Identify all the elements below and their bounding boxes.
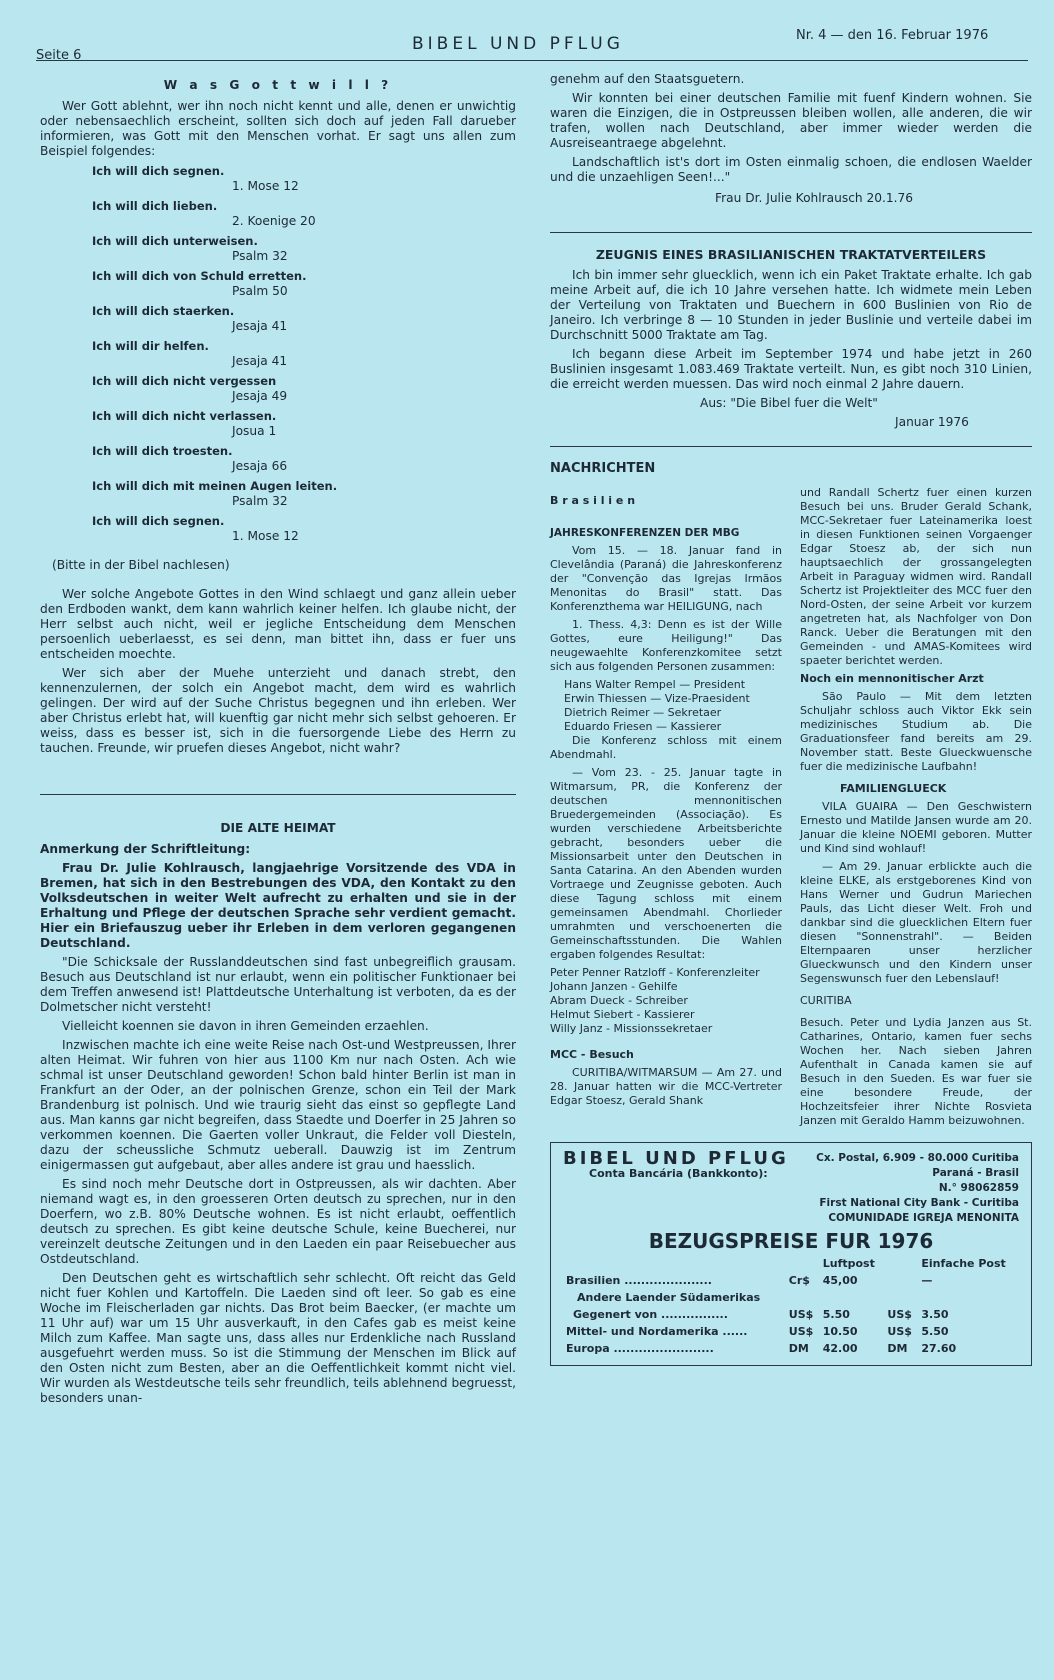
source-date: Januar 1976 bbox=[895, 415, 969, 429]
price: 3.50 bbox=[921, 1308, 949, 1321]
paragraph: Ich bin immer sehr gluecklich, wenn ich ein Paket Traktate erhalte. Ich gab meine Arbeit auf, die ich 10 Jahre versehen hatte. Ich widmete mein Leben der Verteilung von Traktaten und Buechern in 600 Buslinien von Rio de Janeiro. Ich verbringe 8 — 10 Stunden in jeder Buslinie und verteile dabei im Durchschnitt 5000 Traktate am Tag. bbox=[550, 268, 1032, 342]
left-column bbox=[40, 72, 516, 1410]
brasilien-heading: B r a s i l i e n bbox=[550, 494, 636, 507]
row-label: Andere Laender Südamerikas bbox=[577, 1291, 761, 1304]
subscription-box bbox=[550, 1142, 1032, 1366]
reference: Psalm 32 bbox=[232, 249, 288, 263]
newspaper-title: BIBEL UND PFLUG bbox=[412, 34, 624, 54]
paragraph: VILA GUAIRA — Den Geschwistern Ernesto und Matilde Jansen wurde am 20. Januar die kleine NOEMI geboren. Mutter und Kind sind wohlauf! bbox=[800, 800, 1032, 855]
blessing: Ich will dir helfen. bbox=[92, 339, 209, 353]
paragraph: Wer sich aber der Muehe unterzieht und danach strebt, den kennenzulernen, der solch ein Angebot macht, dem wird es wahrlich gelingen. Der wird auf der Suche Christus begegnen und ihn erleben. Wer aber Christus erlebt hat, will kuenftig gar nicht mehr sich selbst gehoeren. Er weiss, dass es besser ist, sich in die fuersorgende Liebe des Herrn zu tauchen. Freunde, wir pruefen dieses Angebot, nicht wahr? bbox=[40, 666, 516, 755]
paragraph: — Vom 23. - 25. Januar tagte in Witmarsum, PR, die Konferenz der deutschen mennonitischen Bruedergemeinden (Associação). Es wurden verschiedene Arbeitsberichte gebracht, besonders ueber die Missionsarbeit unter den Deutschen in Santa Catarina. An den Abenden wurden Vortraege und Zeugnisse geboten. Auch diese Tagung schloss mit einem gemeinsamen Abendmahl. Chorlieder umrahmten und verschoenerten die Gemeinschaftsstunden. Die Wahlen ergaben folgendes Resultat: bbox=[550, 766, 782, 961]
divider bbox=[550, 446, 1032, 447]
paragraph: Vielleicht koennen sie davon in ihren Gemeinden erzaehlen. bbox=[62, 1019, 429, 1033]
price-table bbox=[563, 1255, 1019, 1357]
curitiba-title: CURITIBA bbox=[800, 994, 852, 1007]
paragraph: Inzwischen machte ich eine weite Reise nach Ost-und Westpreussen, Ihrer alten Heimat. Wir fuhren von hier aus 1100 Km nur nach Osten. Ach wie schmal ist unser Deutschland geworden! Schon bald hinter Berlin ist man in Frankfurt an der Oder, an der polnischen Grenze, schon ein Teil der Mark Brandenburg ist polnisch. Und wie traurig sieht das einst so gepflegte Land aus. Man kanns gar nicht begreifen, dass Staedte und Doerfer in 25 Jahren so verkommen koennen. Die Gaerten voller Unkraut, die Felder voll Diesteln, dazu der scheussliche Schmutz ueberall. Dauwzig ist im Zentrum einigermassen gut aufgebaut, aber alles andere ist grau und haesslich. bbox=[40, 1038, 516, 1172]
col-einfache-post: Einfache Post bbox=[921, 1257, 1006, 1270]
reference: Jesaja 49 bbox=[232, 389, 288, 403]
source: Aus: "Die Bibel fuer die Welt" bbox=[700, 396, 878, 410]
box-title: BIBEL UND PFLUG bbox=[563, 1148, 789, 1169]
table-row bbox=[563, 1272, 1019, 1289]
paragraph: Die Konferenz schloss mit einem Abendmahl. bbox=[550, 734, 782, 761]
paragraph: Wir konnten bei einer deutschen Familie mit fuenf Kindern wohnen. Sie waren die Einzigen, die in Ostpreussen bleiben wollen, alle anderen, die wir trafen, wollen nach Deutschland, aber immer wieder werden die Ausreiseantraege abgelehnt. bbox=[550, 91, 1032, 150]
address-line: Paraná - Brasil bbox=[932, 1167, 1019, 1179]
gott-title: W a s G o t t w i l l ? bbox=[163, 78, 393, 92]
table-row bbox=[563, 1289, 1019, 1306]
currency: US$ bbox=[788, 1325, 814, 1338]
header-rule bbox=[36, 60, 1028, 61]
price: — bbox=[921, 1274, 933, 1287]
blessing: Ich will dich mit meinen Augen leiten. bbox=[92, 479, 338, 493]
nachrichten-title: NACHRICHTEN bbox=[550, 461, 656, 476]
paragraph: genehm auf den Staatsguetern. bbox=[550, 72, 745, 86]
price-title: BEZUGSPREISE FUR 1976 bbox=[648, 1229, 934, 1253]
list-item: Erwin Thiessen — Vize-Praesident bbox=[564, 692, 750, 705]
paragraph: Vom 15. — 18. Januar fand in Clevelândia (Paraná) die Jahreskonferenz der "Convenção das Igrejas Irmãos Menonitas do Brasil" statt. Das Konferenzthema war HEILIGUNG, nach bbox=[550, 544, 782, 613]
list-item: Eduardo Friesen — Kassierer bbox=[564, 720, 722, 733]
paragraph: Landschaftlich ist's dort im Osten einmalig schoen, die endlosen Waelder und die unzaehligen Seen!..." bbox=[550, 155, 1032, 184]
table-header bbox=[563, 1255, 1019, 1272]
paragraph: 1. Thess. 4,3: Denn es ist der Wille Gottes, eure Heiligung!" Das neugewaehlte Konferenzkomitee setzt sich aus folgenden Personen zusammen: bbox=[550, 618, 782, 673]
konto-label: Conta Bancária (Bankkonto): bbox=[589, 1167, 768, 1180]
currency: US$ bbox=[887, 1308, 912, 1321]
row-label: Gegenert von ................ bbox=[573, 1308, 728, 1321]
reference: Jesaja 66 bbox=[232, 459, 288, 473]
currency: Cr$ bbox=[788, 1274, 810, 1287]
paragraph: São Paulo — Mit dem letzten Schuljahr schloss auch Viktor Ekk sein medizinisches Studium ab. Die Graduationsfeer fand bereits am 29. November statt. Beste Glueckwuensche fuer die medizinische Laufbahn! bbox=[800, 690, 1032, 773]
jk-title: JAHRESKONFERENZEN DER MBG bbox=[550, 527, 740, 539]
right-column bbox=[550, 72, 1032, 1366]
price: 27.60 bbox=[921, 1342, 957, 1355]
list-item: Dietrich Reimer — Sekretaer bbox=[564, 706, 722, 719]
price: 45,00 bbox=[822, 1274, 858, 1287]
list-item: Johann Janzen - Gehilfe bbox=[550, 980, 678, 993]
paragraph: Wer solche Angebote Gottes in den Wind schlaegt und ganz allein ueber den Erdboden wankt, dem kann wahrlich keiner helfen. Ich glaube nicht, der Herr selbst auch nicht, weil er jegliche Entscheidung dem Menschen persoenlich ueberlaesst, es sei denn, man bittet ihn, dass er fuer uns entscheiden moechte. bbox=[40, 587, 516, 661]
row-label: Mittel- und Nordamerika ...... bbox=[566, 1325, 748, 1338]
reference: Psalm 50 bbox=[232, 284, 288, 298]
issue-date: Nr. 4 — den 16. Februar 1976 bbox=[796, 28, 989, 43]
address-line: Cx. Postal, 6.909 - 80.000 Curitiba bbox=[816, 1152, 1019, 1164]
paragraph: Den Deutschen geht es wirtschaftlich sehr schlecht. Oft reicht das Geld nicht fuer Kohlen und Kartoffeln. Die Laeden sind oft leer. So gab es eine Woche im Fleischerladen gar nichts. Das Brot beim Baecker, (er machte um 11 Uhr auf) war um 15 Uhr ausverkauft, in den Cafes gab es meist keine Milch zum Kaffee. Man sagte uns, dass alles nur Erdenkliche nach Russland ausgefuehrt werden muss. So ist die Stimmung der Menschen im Blick auf den Osten nicht zum Besten, aber an die Oeffentlichkeit kommt nicht viel. Wir wurden als Westdeutsche teils sehr freundlich, teils ablehnend begruesst, besonders unan- bbox=[40, 1271, 516, 1405]
result-list bbox=[550, 966, 782, 1036]
price: 10.50 bbox=[822, 1325, 858, 1338]
reference: 1. Mose 12 bbox=[232, 179, 299, 193]
news-columns bbox=[550, 486, 1032, 1132]
blessing: Ich will dich segnen. bbox=[92, 514, 225, 528]
blessing: Ich will dich segnen. bbox=[92, 164, 225, 178]
anm-heading: Anmerkung der Schriftleitung: bbox=[40, 842, 251, 856]
address-line: COMUNIDADE IGREJA MENONITA bbox=[828, 1212, 1019, 1224]
list-item: Hans Walter Rempel — President bbox=[564, 678, 746, 691]
reference: Jesaja 41 bbox=[232, 319, 288, 333]
news-col-1 bbox=[550, 486, 782, 1132]
paragraph: Es sind noch mehr Deutsche dort in Ostpreussen, als wir dachten. Aber niemand wagt es, in den groesseren Orten deutsch zu sprechen, nur in den Doerfern, wo z.B. 80% Deutsche wohnen. Es ist nicht erlaubt, oeffentlich deutsch zu sprechen. Es gibt keine deutsche Schule, keine Buecherei, nur vereinzelt deutsche Zeitungen und in den Laeden ein paar Reisebuecher aus Ostdeutschland. bbox=[40, 1177, 516, 1266]
arzt-title: Noch ein mennonitischer Arzt bbox=[800, 672, 984, 685]
signature: Frau Dr. Julie Kohlrausch 20.1.76 bbox=[715, 191, 914, 205]
currency: DM bbox=[788, 1342, 809, 1355]
currency: US$ bbox=[788, 1308, 814, 1321]
paragraph: und Randall Schertz fuer einen kurzen Besuch bei uns. Bruder Gerald Schank, MCC-Sekretaer fuer Lateinamerika loest in diesen Funktionen seinen Vorgaenger Edgar Stoesz ab, der sich nun hauptsaechlich der grossangelegten Arbeit in Paraguay widmen wird. Randall Schertz ist Projektleiter des MCC fuer den Nord-Osten, der seine Arbeit vor kurzem angetreten hat, als Nachfolger von Don Ranck. Ueber die Beratungen mit den Gemeinden - und AMAS-Komitees wird spaeter berichtet werden. bbox=[800, 486, 1032, 667]
blessing: Ich will dich nicht vergessen bbox=[92, 374, 277, 388]
heimat-title: DIE ALTE HEIMAT bbox=[220, 821, 336, 835]
blessing: Ich will dich staerken. bbox=[92, 304, 235, 318]
price: 5.50 bbox=[921, 1325, 949, 1338]
blessing: Ich will dich unterweisen. bbox=[92, 234, 258, 248]
paragraph: Ich begann diese Arbeit im September 1974 und habe jetzt in 260 Buslinien insgesamt 1.083.469 Traktate verteilt. Nun, es gibt noch 310 Linien, die erreicht werden muessen. Das wird noch einmal 2 Jahre dauern. bbox=[550, 347, 1032, 391]
page-number: Seite 6 bbox=[36, 48, 82, 63]
divider bbox=[40, 794, 516, 795]
price: 5.50 bbox=[822, 1308, 850, 1321]
row-label: Europa ........................ bbox=[566, 1342, 714, 1355]
list-item: Helmut Siebert - Kassierer bbox=[550, 1008, 695, 1021]
gott-intro: Wer Gott ablehnt, wer ihn noch nicht kennt und alle, denen er unwichtig oder nebensaechlich erscheint, sollten sich doch auf jeden Fall darueber informieren, was Gott mit den Menschen vorhat. Er sagt uns allen zum Beispiel folgendes: bbox=[40, 99, 516, 158]
row-label: Brasilien ..................... bbox=[566, 1274, 712, 1287]
address-line: First National City Bank - Curitiba bbox=[819, 1197, 1019, 1209]
blessing: Ich will dich von Schuld erretten. bbox=[92, 269, 307, 283]
address-line: N.° 98062859 bbox=[938, 1182, 1019, 1194]
box-header bbox=[563, 1148, 1019, 1226]
price: 42.00 bbox=[822, 1342, 858, 1355]
table-row bbox=[563, 1340, 1019, 1357]
reference: Josua 1 bbox=[232, 424, 277, 438]
col-luftpost: Luftpost bbox=[822, 1257, 875, 1270]
zeugnis-title: ZEUGNIS EINES BRASILIANISCHEN TRAKTATVERTEILERS bbox=[595, 247, 987, 262]
blessing: Ich will dich troesten. bbox=[92, 444, 233, 458]
table-row bbox=[563, 1306, 1019, 1323]
list-item: Abram Dueck - Schreiber bbox=[550, 994, 688, 1007]
blessing-list bbox=[92, 164, 516, 544]
paragraph: CURITIBA/WITMARSUM — Am 27. und 28. Januar hatten wir die MCC-Vertreter Edgar Stoesz, Gerald Shank bbox=[550, 1066, 782, 1107]
box-address bbox=[816, 1151, 1019, 1226]
list-item: Peter Penner Ratzloff - Konferenzleiter bbox=[550, 966, 760, 979]
reference: Psalm 32 bbox=[232, 494, 288, 508]
table-row bbox=[563, 1323, 1019, 1340]
currency: DM bbox=[887, 1342, 908, 1355]
blessing: Ich will dich nicht verlassen. bbox=[92, 409, 277, 423]
bitte-note: (Bitte in der Bibel nachlesen) bbox=[52, 558, 230, 572]
list-item: Willy Janz - Missionssekretaer bbox=[550, 1022, 713, 1035]
fam-title: FAMILIENGLUECK bbox=[840, 782, 947, 795]
mcc-title: MCC - Besuch bbox=[550, 1048, 634, 1061]
news-col-2 bbox=[800, 486, 1032, 1132]
reference: 1. Mose 12 bbox=[232, 529, 299, 543]
anm-text: Frau Dr. Julie Kohlrausch, langjaehrige Vorsitzende des VDA in Bremen, hat sich in den Bestrebungen des VDA, den Kontakt zu den Volksdeutschen in weiter Welt aufrecht zu erhalten und sie in der Erhaltung und Pflege der deutschen Sprache sehr verdient gemacht. Hier ein Briefauszug ueber ihr Erleben in dem verloren gegangenen Deutschland. bbox=[40, 861, 516, 950]
paragraph: — Am 29. Januar erblickte auch die kleine ELKE, als erstgeborenes Kind von Hans Werner und Gudrun Mariechen Pauls, das Licht dieser Welt. Froh und dankbar sind die gluecklichen Eltern fuer diesen "Sonnenstrahl". — Beiden Elternpaaren unser herzlicher Glueckwunsch und den Kindern unser Segenswunsch fuer den Lebenslauf! bbox=[800, 860, 1032, 985]
divider bbox=[550, 232, 1032, 233]
currency: US$ bbox=[887, 1325, 912, 1338]
currency bbox=[884, 1272, 918, 1289]
blessing: Ich will dich lieben. bbox=[92, 199, 218, 213]
reference: Jesaja 41 bbox=[232, 354, 288, 368]
paragraph: Besuch. Peter und Lydia Janzen aus St. Catharines, Ontario, kamen fuer sechs Wochen her. Nach sieben Jahren Aufenthalt in Canada kamen sie auf Besuch in den Sueden. Es war fuer sie eine besondere Freude, der Hochzeitsfeier ihrer Nichte Rosvieta Janzen mit Geraldo Hamm beizuwohnen. bbox=[800, 1016, 1032, 1127]
committee-list bbox=[564, 678, 782, 734]
paragraph: "Die Schicksale der Russlanddeutschen sind fast unbegreiflich grausam. Besuch aus Deutschland ist nur erlaubt, wenn ein politischer Funktionaer bei dem Treffen anwesend ist! Plattdeutsche Unterhaltung ist verboten, da es der Dolmetscher nicht versteht! bbox=[40, 955, 516, 1014]
box-left bbox=[563, 1148, 789, 1226]
reference: 2. Koenige 20 bbox=[232, 214, 316, 228]
